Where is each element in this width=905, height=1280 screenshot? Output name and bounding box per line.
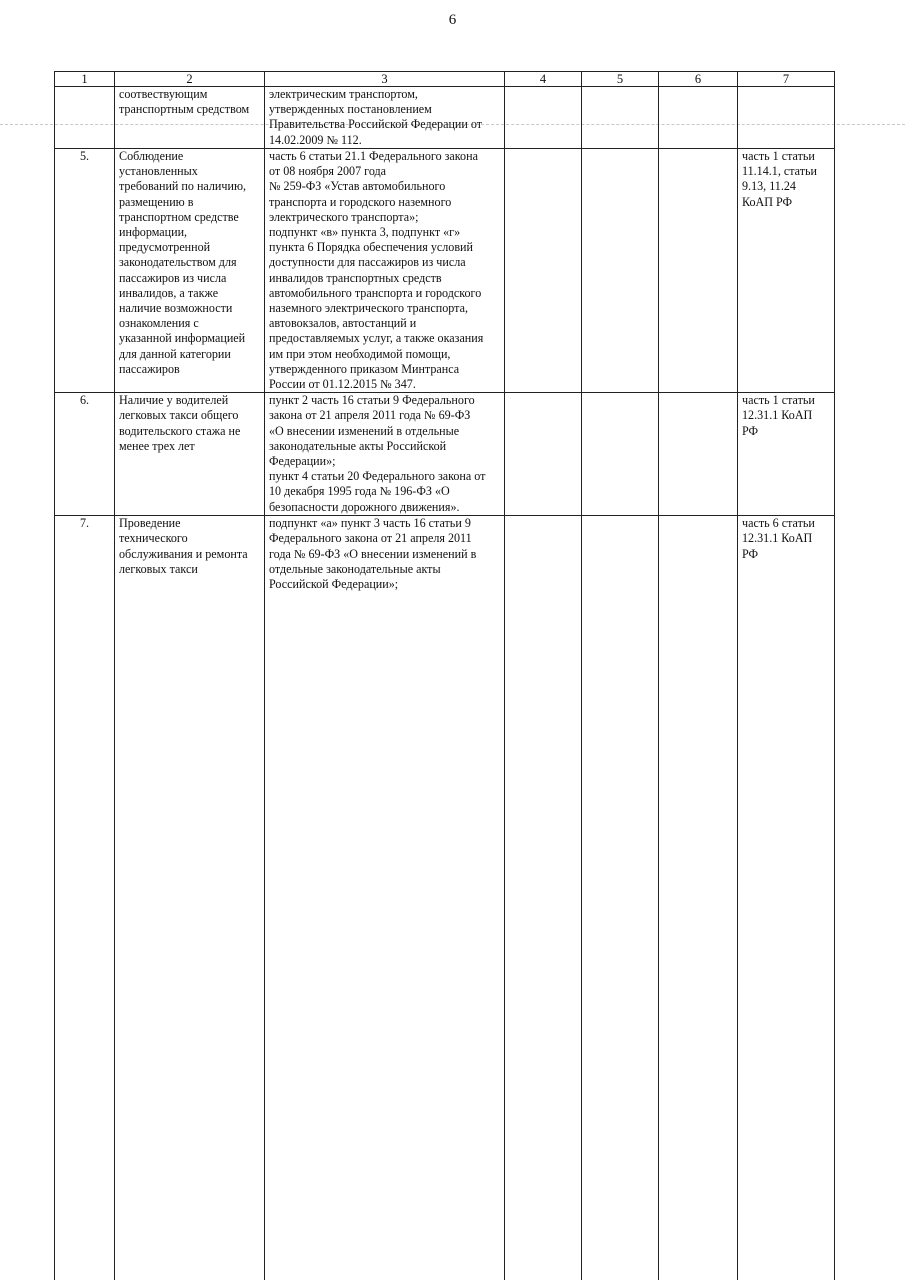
legal-basis-cell [265, 149, 505, 393]
cell-text-line: пассажиров из числа [119, 270, 227, 285]
cell-text-line: часть 6 статьи [742, 516, 815, 531]
column-4-cell [505, 516, 582, 1280]
cell-text-line: менее трех лет [119, 438, 195, 453]
header-cell: 3 [265, 72, 505, 87]
legal-basis-cell [265, 516, 505, 1280]
column-6-cell [659, 516, 738, 1280]
cell-text-line: утвержденных постановлением [269, 102, 432, 117]
table-row [55, 87, 835, 149]
header-cell: 4 [505, 72, 582, 87]
cell-text-line: РФ [742, 546, 759, 561]
cell-text-line: предоставляемых услуг, а также оказания [269, 331, 484, 346]
cell-text-line: размещению в [119, 194, 194, 209]
column-6-cell [659, 149, 738, 393]
cell-text-line: информации, [119, 225, 188, 240]
cell-text-line: от 08 ноября 2007 года [269, 164, 387, 179]
cell-text-line: безопасности дорожного движения». [269, 499, 460, 514]
cell-text-line: доступности для пассажиров из числа [269, 255, 466, 270]
cell-text-line: автомобильного транспорта и городского [269, 285, 482, 300]
cell-text-line: законодательством для [119, 255, 237, 270]
row-number-cell: 5. [55, 149, 115, 393]
cell-text-line: для данной категории [119, 346, 231, 361]
header-cell: 2 [115, 72, 265, 87]
cell-text-line: 12.31.1 КоАП [742, 408, 813, 423]
cell-text-line: предусмотренной [119, 240, 211, 255]
cell-text-line: Проведение [119, 516, 181, 531]
header-cell: 1 [55, 72, 115, 87]
liability-cell [738, 87, 835, 149]
cell-text-line: отдельные законодательные акты [269, 561, 441, 576]
column-4-cell [505, 393, 582, 516]
cell-text-line: 10 декабря 1995 года № 196-ФЗ «О [269, 484, 450, 499]
cell-text-line: Российской Федерации»; [269, 577, 399, 592]
header-cell: 5 [582, 72, 659, 87]
legal-basis-cell [265, 87, 505, 149]
cell-text-line: часть 6 статьи 21.1 Федерального закона [269, 149, 478, 163]
cell-text-line: инвалидов транспортных средств [269, 270, 442, 285]
cell-text-line: 9.13, 11.24 [742, 179, 796, 194]
cell-text-line: легковых такси общего [119, 408, 239, 423]
table-header-row [55, 72, 835, 87]
cell-text-line: России от 01.12.2015 № 347. [269, 377, 416, 392]
column-5-cell [582, 149, 659, 393]
cell-text-line: транспортным средством [119, 102, 250, 117]
cell-text-line: подпункт «а» пункт 3 часть 16 статьи 9 [269, 516, 471, 531]
legal-basis-cell [265, 393, 505, 516]
cell-text-line: Правительства Российской Федерации от [269, 117, 483, 132]
column-4-cell [505, 149, 582, 393]
cell-text-line: Федерации»; [269, 454, 336, 469]
liability-cell [738, 393, 835, 516]
table-row [55, 393, 835, 516]
requirement-cell [115, 149, 265, 393]
cell-text-line: электрическим транспортом, [269, 87, 418, 101]
cell-text-line: указанной информацией [119, 331, 246, 346]
requirement-cell [115, 393, 265, 516]
cell-text-line: подпункт «в» пункта 3, подпункт «г» [269, 225, 461, 240]
column-5-cell [582, 393, 659, 516]
cell-text-line: им при этом необходимой помощи, [269, 346, 451, 361]
header-cell: 7 [738, 72, 835, 87]
header-cell: 6 [659, 72, 738, 87]
requirement-cell [115, 516, 265, 1280]
cell-text-line: КоАП РФ [742, 194, 793, 209]
cell-text-line: часть 1 статьи [742, 393, 815, 408]
cell-text-line: «О внесении изменений в отдельные [269, 423, 460, 438]
cell-text-line: наземного электрического транспорта, [269, 301, 469, 316]
table-row [55, 516, 835, 1280]
cell-text-line: инвалидов, а также [119, 285, 219, 300]
cell-text-line: года № 69-ФЗ «О внесении изменений в [269, 546, 477, 561]
row-number-cell [55, 87, 115, 149]
cell-text-line: 11.14.1, статьи [742, 164, 818, 179]
column-4-cell [505, 87, 582, 149]
cell-text-line: закона от 21 апреля 2011 года № 69-ФЗ [269, 408, 471, 423]
cell-text-line: водительского стажа не [119, 423, 241, 438]
column-5-cell [582, 87, 659, 149]
cell-text-line: обслуживания и ремонта [119, 546, 248, 561]
cell-text-line: 14.02.2009 № 112. [269, 132, 362, 147]
cell-text-line: № 259-ФЗ «Устав автомобильного [269, 179, 446, 194]
cell-text-line: Федерального закона от 21 апреля 2011 [269, 531, 472, 546]
cell-text-line: установленных [119, 164, 198, 179]
cell-text-line: пункт 2 часть 16 статьи 9 Федерального [269, 393, 475, 408]
cell-text-line: транспорта и городского наземного [269, 194, 452, 209]
cell-text-line: утвержденного приказом Минтранса [269, 361, 460, 376]
cell-text-line: автовокзалов, автостанций и [269, 316, 417, 331]
cell-text-line: требований по наличию, [119, 179, 247, 194]
row-number-cell: 6. [55, 393, 115, 516]
cell-text-line: легковых такси [119, 561, 198, 576]
cell-text-line: законодательные акты Российской [269, 438, 447, 453]
requirement-cell [115, 87, 265, 149]
cell-text-line: соотвествующим [119, 87, 208, 101]
cell-text-line: часть 1 статьи [742, 149, 815, 163]
cell-text-line: электрического транспорта»; [269, 209, 419, 224]
cell-text-line: транспортном средстве [119, 209, 239, 224]
cell-text-line: РФ [742, 423, 759, 438]
column-6-cell [659, 87, 738, 149]
column-5-cell [582, 516, 659, 1280]
page-number: 6 [448, 12, 457, 28]
table-row [55, 149, 835, 393]
column-6-cell [659, 393, 738, 516]
requirements-table [54, 71, 834, 1280]
cell-text-line: пункт 4 статьи 20 Федерального закона от [269, 469, 486, 484]
cell-text-line: пункта 6 Порядка обеспечения условий [269, 240, 473, 255]
cell-text-line: наличие возможности [119, 301, 233, 316]
cell-text-line: ознакомления с [119, 316, 199, 331]
cell-text-line: Наличие у водителей [119, 393, 229, 408]
liability-cell [738, 516, 835, 1280]
liability-cell [738, 149, 835, 393]
cell-text-line: пассажиров [119, 361, 180, 376]
cell-text-line: технического [119, 531, 188, 546]
cell-text-line: 12.31.1 КоАП [742, 531, 813, 546]
cell-text-line: Соблюдение [119, 149, 184, 163]
row-number-cell: 7. [55, 516, 115, 1280]
